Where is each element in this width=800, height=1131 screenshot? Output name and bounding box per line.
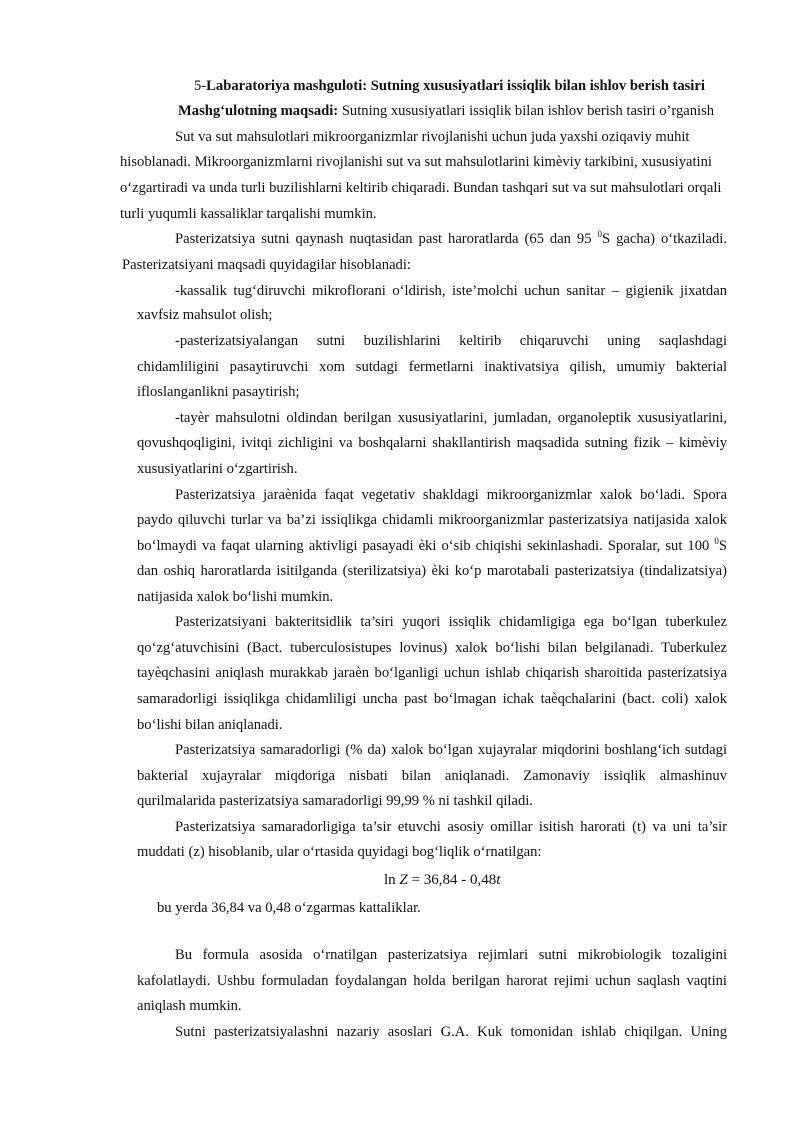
p10-line-1: Bu formula asosida o‘rnatilgan pasterizatsiya rejimlari sutni mikrobiologik tozaligini [175, 947, 727, 963]
p7-line-1: Pasterizatsiyani bakteritsidlik ta’siri yuqori issiqlik chidamligiga ega bo‘lgan tuberkulez [175, 614, 727, 630]
p9-line-1: Pasterizatsiya samaradorligiga ta’sir etuvchi asosiy omillar isitish harorati (t) va uni ta’sir [175, 819, 727, 835]
p7-line-4: samaradorligi issiqlikga chidamliligi uncha past bo‘lmagan ichak taèqchalarini (bact. coli) xalok [137, 691, 727, 707]
p4-line-3: ifloslanganlikni pasaytirish; [137, 384, 300, 400]
p5-line-2: qovushqoqligini, ivitqi zichligini va boshqalarni shakllantirish maqsadida sutning fizik – kimèviy [137, 435, 727, 451]
formula-ln: ln [384, 872, 400, 888]
purpose-label: Mashg‘ulotning maqsadi: [178, 103, 339, 119]
lab-title-text: Labaratoriya mashguloti: Sutning xususiyatlari issiqlik bilan ishlov berish tasiri [206, 78, 705, 94]
p3-line-1: -kassalik tug‘diruvchi mikroflorani o‘ldirish, iste’molchi uchun sanitar – gigienik jixatdan [175, 283, 727, 299]
p4-line-1: -pasterizatsiyalangan sutni buzilishlarini keltirib chiqaruvchi uning saqlashdagi [175, 333, 727, 349]
p11-line-1: Sutni pasterizatsiyalashni nazariy asoslari G.A. Kuk tomonidan ishlab chiqilgan. Uning [175, 1024, 727, 1040]
purpose-line [178, 102, 714, 120]
p5-line-3: xususiyatlarini o‘zgartirish. [137, 461, 298, 477]
formula-z: Z [399, 872, 408, 888]
p7-line-3: tayèqchasini aniqlash murakkab jaraèn bo‘lganligi uchun ishlab chiqarish sharoitida pasterizatsiya [137, 665, 727, 681]
p3-line-2: xavfsiz mahsulot olish; [137, 307, 273, 323]
formula-rhs: = 36,84 - 0,48 [407, 872, 497, 888]
constants-note: bu yerda 36,84 va 0,48 o‘zgarmas kattaliklar. [157, 900, 421, 916]
p4-line-2: chidamliligini pasaytiruvchi xom sutdagi fermetlarni inaktivatsiya qilish, umumiy bakterial [137, 359, 727, 375]
p6-line-1: Pasterizatsiya jaraènida faqat vegetativ shakldagi mikroorganizmlar xalok bo‘ladi. Spora [175, 487, 727, 503]
p7-line-5: bo‘lishi bilan aniqlanadi. [137, 717, 283, 733]
p10-line-3: aniqlash mumkin. [137, 998, 242, 1014]
lab-title [194, 77, 705, 95]
p1-line-1: Sut va sut mahsulotlari mikroorganizmlar rivojlanishi uchun juda yaxshi oziqaviy muhit [175, 129, 690, 145]
p5-line-1: -tayèr mahsulotni oldindan berilgan xususiyatlarini, jumladan, organoleptik xususiyatlarini, [175, 410, 727, 426]
purpose-text: Sutning xususiyatlari issiqlik bilan ishlov berish tasiri o’rganish [338, 103, 715, 119]
formula [384, 871, 500, 889]
p1-line-4: turli yuqumli kassaliklar tarqalishi mumkin. [120, 206, 377, 222]
p8-line-3: qurilmalarida pasterizatsiya samaradorligi 99,99 % ni tashkil qiladi. [137, 793, 533, 809]
p1-line-3: o‘zgartiradi va unda turli buzilishlarni keltirib chiqaradi. Bundan tashqari sut va sut mahsulotlari orqali [120, 180, 722, 196]
p8-line-1: Pasterizatsiya samaradorligi (% da) xalok bo‘lgan xujayralar miqdorini boshlang‘ich sutdagi [175, 742, 727, 758]
p7-line-2: qo‘zg‘atuvchisini (Bact. tuberculosistupes lovinus) xalok bo‘lishi bilan belgilanadi. Tuberkulez [137, 640, 727, 656]
p6-line-4: dan oshiq haroratlarda isitilganda (sterilizatsiya) èki ko‘p marotabali pasterizatsiya (tindalizatsiya) [137, 563, 727, 579]
formula-t: t [496, 872, 501, 888]
p2-line-2: Pasterizatsiyani maqsadi quyidagilar hisoblanadi: [122, 257, 411, 273]
p10-line-2: kafolatlaydi. Ushbu formuladan foydalangan holda berilgan harorat rejimi uchun saqlash vaqtini [137, 973, 727, 989]
p1-line-2: hisoblanadi. Mikroorganizmlarni rivojlanishi sut va sut mahsulotlarini kimèviy tarkibini, xususiyatini [120, 154, 712, 170]
p6-line-2: paydo qiluvchi turlar va ba’zi issiqlikga chidamli mikroorganizmlar pasterizatsiya natijasida xalok [137, 512, 727, 528]
p6-line-3: bo‘lmaydi va faqat ularning aktivligi pasayadi èki o‘sib chiqishi sekinlashadi. Sporalar, sut 100 $^0$S [137, 536, 727, 554]
p6-line-5: natijasida xalok bo‘lishi mumkin. [137, 589, 334, 605]
lab-number: 5- [194, 78, 207, 94]
p2-line-1: Pasterizatsiya sutni qaynash nuqtasidan past haroratlarda (65 dan 95 $^0$S gacha) o‘tkaziladi. [175, 229, 727, 247]
p8-line-2: bakterial xujayralar miqdoriga nisbati bilan aniqlanadi. Zamonaviy issiqlik almashinuv [137, 768, 727, 784]
p9-line-2: muddati (z) hisoblanib, ular o‘rtasida quyidagi bog‘liqlik o‘rnatilgan: [137, 844, 542, 860]
